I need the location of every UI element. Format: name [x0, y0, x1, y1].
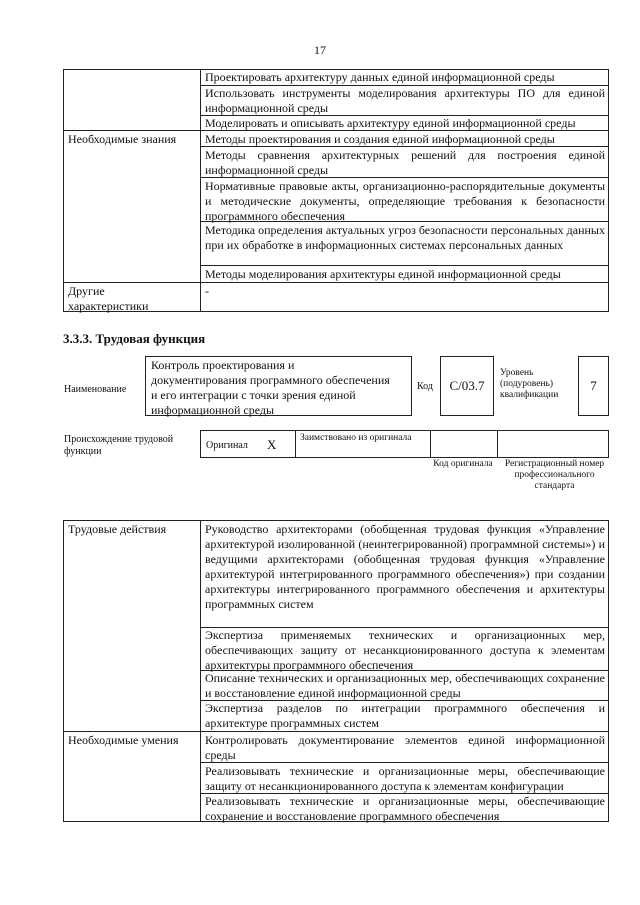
- other-label: Другие характеристики: [68, 284, 149, 313]
- reg-number-caption: Регистрационный номер профессионального стандарта: [504, 459, 605, 491]
- action-row: Экспертиза разделов по интеграции программного обеспечения и архитектуре программных систем: [205, 701, 605, 730]
- code-label: Код: [417, 381, 433, 392]
- skills-label: Необходимые умения: [68, 733, 179, 747]
- skill-row: Проектировать архитектуру данных единой информационной среды: [205, 70, 555, 84]
- action-row: Экспертиза применяемых технических и организационных мер, обеспечивающих защиту от несанкционированного доступа к элементам архитектуры программного обеспечения: [205, 628, 605, 672]
- code-original-caption: Код оригинала: [433, 459, 493, 469]
- skill-row: Реализовывать технические и организационные меры, обеспечивающие защиту от несанкционированного доступа к элементам конфигурации: [205, 764, 605, 793]
- knowledge-row: Методы моделирования архитектуры единой информационной среды: [205, 267, 561, 281]
- name-value: Контроль проектирования и документирования программного обеспечения и его интеграции с точки зрения единой информационной среды: [151, 358, 390, 417]
- code-value: C/03.7: [449, 378, 485, 393]
- skill-row: Реализовывать технические и организационные меры, обеспечивающие сохранение и восстановление программного обеспечения: [205, 794, 605, 823]
- borrowed-label: Заимствовано из оригинала: [300, 433, 412, 443]
- knowledge-row: Методы сравнения архитектурных решений для построения единой информационной среды: [205, 148, 605, 177]
- knowledge-row: Методика определения актуальных угроз безопасности персональных данных при их обработке в информационных системах персональных данных: [205, 223, 605, 252]
- name-label: Наименование: [64, 384, 127, 395]
- knowledge-row: Методы проектирования и создания единой информационной среды: [205, 132, 555, 146]
- skill-row: Моделировать и описывать архитектуру единой информационной среды: [205, 116, 576, 130]
- level-value: 7: [590, 378, 597, 393]
- action-row: Руководство архитекторами (обобщенная трудовая функция «Управление архитектурой изолированной (неинтегрированной) программной системы») и ведущими архитекторами (обобщенная трудовая функция «Управление архитектурой интегрированного программного обеспечения») при создании архитектуры интегрированного программного обеспечения и архитектуры программных систем: [205, 522, 605, 611]
- actions-label: Трудовые действия: [68, 522, 167, 536]
- original-mark: X: [267, 437, 277, 452]
- origin-label: Происхождение трудовой функции: [64, 434, 174, 457]
- knowledge-row: Нормативные правовые акты, организационно-распорядительные документы и методические документы, определяющие требования к безопасности программного обеспечения: [205, 179, 605, 223]
- knowledge-label: Необходимые знания: [68, 132, 177, 146]
- section-title: 3.3.3. Трудовая функция: [63, 331, 206, 346]
- other-value: -: [205, 284, 209, 298]
- page-number: 17: [314, 43, 326, 57]
- original-label: Оригинал: [206, 440, 248, 451]
- action-row: Описание технических и организационных мер, обеспечивающих сохранение и восстановление единой информационной среды: [205, 671, 605, 700]
- level-label: Уровень (подуровень) квалификации: [500, 368, 559, 400]
- skill-row: Контролировать документирование элементов единой информационной среды: [205, 733, 605, 762]
- skill-row: Использовать инструменты моделирования архитектуры ПО для единой информационной среды: [205, 86, 605, 115]
